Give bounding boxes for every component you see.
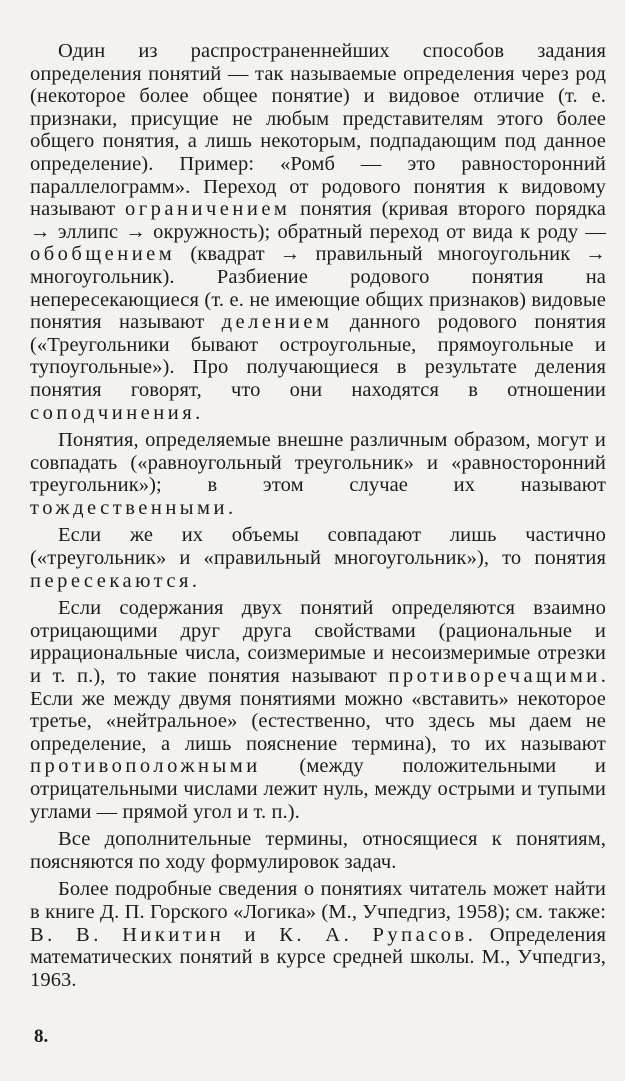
emphasized-term: противоречащими <box>388 665 601 688</box>
text-run: . Если же между двумя понятиями можно «вставить» некоторое третье, «нейтральное» (естественно, что здесь мы даем не определение, а лишь пояснение термина), то их называют <box>30 665 606 755</box>
text-run: . <box>228 496 234 519</box>
paragraph <box>30 597 606 823</box>
paragraph <box>30 429 606 519</box>
text-run: Если же их объемы совпадают лишь частично («треугольник» и «правильный многоугольник»), то понятия <box>30 524 606 570</box>
text-run: . Определения математических понятий в курсе средней школы. М., Учпедгиз, 1963. <box>30 923 606 991</box>
emphasized-term: ограничением <box>125 198 291 221</box>
text-run: . <box>191 569 198 592</box>
text-run: Понятия, определяемые внешне различным образом, могут и совпадать («равноугольный треугольник» и «равносторонний треугольник»); в этом случае их называют <box>30 429 606 497</box>
emphasized-term: обобщением <box>30 243 176 266</box>
text-run: Более подробные сведения о понятиях читатель может найти в книге Д. П. Горского «Логика» (М., Учпедгиз, 1958); см. также: <box>30 878 606 923</box>
text-run: Если содержания двух понятий определяются взаимно отрицающими друг друга свойствами (рациональные и иррациональные числа, соизмеримые и несоизмеримые отрезки и т. п.), то такие понятия называют <box>30 597 606 688</box>
text-run: данного родового понятия («Треугольники бывают остроугольные, прямоугольные и тупоугольные»). Про получающиеся в результате деления понятия говорят, что они находятся в отношении <box>30 311 606 401</box>
paragraph <box>30 40 606 424</box>
text-run: (квадрат → правильный многоугольник → многоугольник). Разбиение родового понятия на непересекающиеся (т. е. не имеющие общих признаков) видовые понятия называют <box>30 243 606 334</box>
text-run: . <box>195 401 201 424</box>
page-number: 8. <box>34 1026 49 1047</box>
page-body-text <box>30 40 606 996</box>
emphasized-term: В. В. Никитин и К. А. Рупасов <box>30 923 468 946</box>
text-run: (между положительными и отрицательными числами лежит нуль, между острыми и тупыми углами — прямой угол и т. п.). <box>30 755 606 823</box>
emphasized-term: пересекаются <box>30 569 192 592</box>
emphasized-term: соподчинения <box>30 401 196 424</box>
emphasized-term: противоположными <box>30 755 261 778</box>
text-run: понятия (кривая второго порядка → эллипс → окружность); обратный переход от вида к роду — <box>30 198 606 243</box>
paragraph <box>30 878 606 991</box>
text-run: Один из распространеннейших способов задания определения понятий — так называемые определения через род (некоторое более общее понятие) и видовое отличие (т. е. признаки, присущие не любым представителям этого более общего понятия, а лишь некоторым, подпадающим под данное определение). Пример: «Ромб — это равносторонний параллелограмм». Переход от родового понятия к видовому называют <box>30 40 606 221</box>
text-run: Все дополнительные термины, относящиеся к понятиям, поясняются по ходу формулировок задач. <box>30 828 606 873</box>
paragraph <box>30 524 606 592</box>
emphasized-term: тождественными <box>30 496 229 519</box>
emphasized-term: делением <box>221 311 333 334</box>
paragraph <box>30 828 606 873</box>
